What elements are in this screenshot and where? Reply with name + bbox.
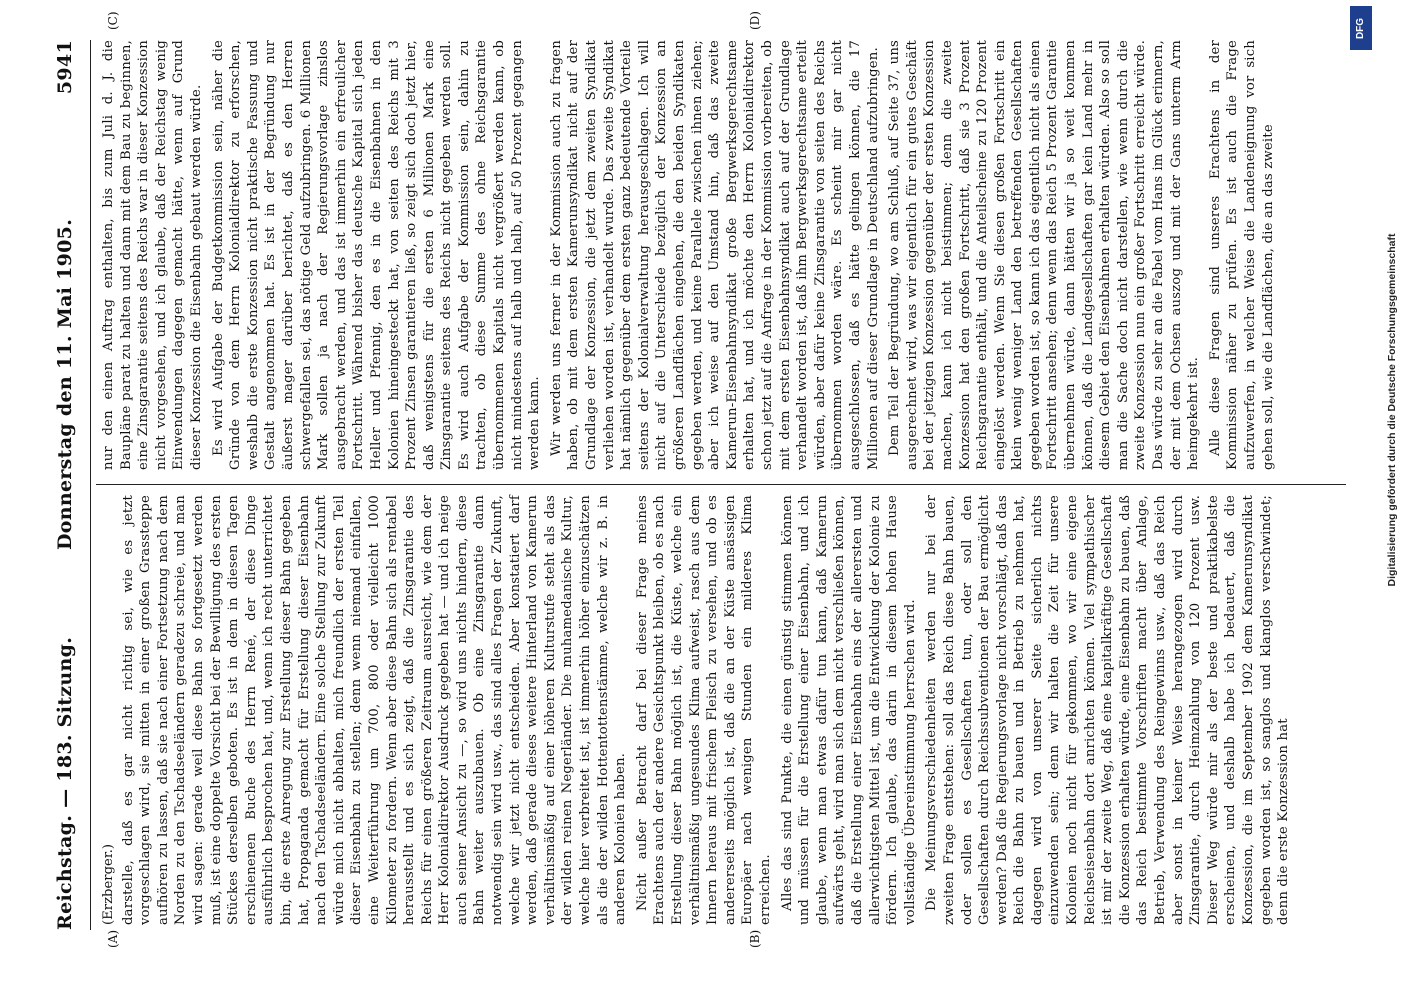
- paragraph: Wir werden uns ferner in der Kommission auch zu fragen haben, ob mit dem ersten Kamerunsyndikat nicht auf der Grundlage der Konzession, die jetzt dem zweiten Syndikat verliehen worden ist, verhandelt wurde. Das zweite Syndikat hat nämlich gegenüber dem ersten ganz bedeutende Vorteile seitens der Kolonialverwaltung herausgeschlagen. Ich will nicht auf die Unterschiede bezüglich der Konzession an größeren Landflächen eingehen, die den beiden Syndikaten gegeben werden, und keine Parallele zwischen ihnen ziehen; aber ich weise auf den Umstand hin, daß das zweite Kamerun-Eisenbahnsyndikat große Bergwerksgerechtsame erhalten hat, und ich möchte den Herrn Kolonialdirektor schon jetzt auf die Anfrage in der Kommission vorbereiten, ob mit dem ersten Eisenbahnsyndikat auch auf der Grundlage verhandelt worden ist, daß ihm Bergwerksgerechtsame erteilt würden, aber dafür keine Zinsgarantie von seiten des Reichs übernommen worden wäre. Es scheint mir gar nicht ausgeschlossen, daß es hätte gelingen können, die 17 Millionen auf dieser Grundlage in Deutschland aufzubringen.: [548, 39, 881, 470]
- margin-marker-d: (D): [748, 11, 762, 30]
- paragraph: nur den einen Auftrag enthalten, bis zum Juli d. J. die Baupläne parat zu halten und dann mit dem Bau zu beginnen, eine Zinsgarantie seitens des Reichs war in dieser Konzession nicht vorgesehen, und ich glaube, daß der Reichstag wenig Einwendungen dagegen gemacht hätte, wenn auf Grund dieser Konzession die Eisenbahn gebaut werden würde.: [101, 40, 204, 470]
- column-divider: [96, 484, 1346, 485]
- paragraph: Alle diese Fragen sind unseres Erachtens in der Kommission näher zu prüfen. Es ist auch die Frage aufzuwerfen, in welcher Weise die Landeneignung vor sich gehen soll, wie die Landflächen, die an das zweite: [1207, 40, 1276, 470]
- dfg-logo: DFG: [1350, 6, 1372, 50]
- dfg-credit: Digitalisierung gefördert durch die Deutsche Forschungsgemeinschaft: [1386, 233, 1398, 587]
- margin-marker-a: (A): [106, 929, 120, 948]
- margin-marker-b: (B): [748, 929, 762, 948]
- page-number: 5941: [54, 40, 76, 95]
- right-column: [100, 40, 1340, 470]
- paragraph: Es wird Aufgabe der Budgetkommission sein, näher die Gründe von dem Herrn Kolonialdirektor zu erforschen, weshalb die erste Konzession nicht praktische Fassung und Gestalt angenommen hat. Es ist in der Begründung nur äußerst mager darüber berichtet, daß es den Herren schwergefallen sei, das nötige Geld aufzubringen. 6 Millionen Mark sollen ja nach der Regierungsvorlage zinslos ausgebracht werden, und das ist immerhin ein erfreulicher Fortschritt. Während bisher das deutsche Kapital sich jeden Heller und Pfennig, den es in die Eisenbahnen in den Kolonien hineingesteckt hat, von seiten des Reichs mit 3 Prozent Zinsen garantieren ließ, so zeigt sich doch jetzt hier, daß wenigstens für die ersten 6 Millionen Mark eine Zinsgarantie seitens des Reichs nicht gegeben werden soll. Es wird auch Aufgabe der Kommission sein, dahin zu trachten, ob diese Summe des ohne Reichsgarantie übernommenen Kapitals nicht vergrößert werden kann, ob nicht mindestens auf halb und halb, auf 50 Prozent gegangen werden kann.: [210, 40, 543, 470]
- header-date: Donnerstag den 11. Mai 1905.: [54, 218, 76, 550]
- paragraph: Dem Teil der Begründung, wo am Schluß, auf Seite 37, uns ausgerechnet wird, was wir eigentlich für ein gutes Geschäft bei der jetzigen Konzession gegenüber der ersten Konzession machen, kann ich nicht beistimmen; denn die zweite Konzession hat den großen Fortschritt, daß sie 3 Prozent Reichsgarantie enthält, und die Anteilscheine zu 120 Prozent eingelöst werden. Wenn Sie diesen großen Fortschritt ein klein wenig weniger Land den betreffenden Gesellschaften gegeben worden ist, so kann ich das eigentlich nicht als einen Fortschritt ansehen; denn wenn das Reich 5 Prozent Garantie übernehmen würde, dann hätten wir ja so weit kommen können, daß die Landgesellschaften gar kein Land mehr in diesem Gebiet den Eisenbahnen erhalten würden. Also so soll man die Sache doch nicht darstellen, wie wenn durch die zweite Konzession nun ein großer Fortschritt erreicht würde. Das würde zu sehr an die Fabel vom Hans im Glück erinnern, der mit dem Ochsen auszog und mit der Gans unterm Arm heimgekehrt ist.: [887, 40, 1202, 470]
- left-column: [100, 495, 1340, 925]
- header-section: Reichstag. — 183. Sitzung.: [54, 636, 76, 930]
- dfg-strip: [1346, 0, 1398, 1000]
- paragraph: Die Meinungsverschiedenheiten werden nur bei der zweiten Frage entstehen: soll das Reich diese Bahn bauen, oder sollen es Gesellschaften tun, oder soll den Gesellschaften durch Reichssubventionen der Bau ermöglicht werden? Daß die Regierungsvorlage nicht vorschlägt, daß das Reich die Bahn zu bauen und in Betrieb zu nehmen hat, dagegen wird von unserer Seite sicherlich nichts einzuwenden sein; denn wir halten die Zeit für unsere Kolonien noch nicht für gekommen, wo wir eine eigene Reichseisenbahn dort anrichten können. Viel sympathischer ist mir der zweite Weg, daß eine kapitalkräftige Gesellschaft die Konzession erhalten würde, eine Eisenbahn zu bauen, daß das Reich bestimmte Vorschriften macht über Anlage, Betrieb, Verwendung des Reingewinns usw., daß das Reich aber sonst in keiner Weise herangezogen wird durch Zinsgarantie, durch Heimzahlung von 120 Prozent usw. Dieser Weg würde mir als der beste und praktikabelste erscheinen, und deshalb habe ich bedauert, daß die Konzession, die im September 1902 dem Kamerunsyndikat gegeben worden ist, so sanglos und klanglos verschwindet; denn die erste Konzession hat: [924, 495, 1292, 925]
- header-rule: [90, 40, 91, 930]
- paragraph: Nicht außer Betracht darf bei dieser Frage meines Erachtens auch der andere Gesichtspunkt bleiben, ob es nach Erstellung dieser Bahn möglich ist, die Küste, welche ein verhältnismäßig ungesundes Klima aufweist, rasch aus dem Innern heraus mit frischem Fleisch zu versehen, und ob es andererseits möglich ist, daß die an der Küste ansässigen Europäer nach wenigen Stunden ein milderes Klima erreichen.: [634, 495, 773, 925]
- paragraph: darstelle, daß es gar nicht richtig sei, wie es jetzt vorgeschlagen wird, sie mitten in einer großen Grassteppe aufhören zu lassen, daß sie nach einer Fortsetzung nach dem Norden zu den Tschadseeländern geradezu schreie, und man wird sagen: gerade weil diese Bahn so fortgesetzt werden muß, ist eine doppelte Vorsicht bei der Bewilligung des ersten Stückes derselben geboten. Es ist in dem in diesen Tagen erschienenen Buche des Herrn René, der diese Dinge ausführlich besprochen hat, und, wenn ich recht unterrichtet bin, die erste Anregung zur Erstellung dieser Bahn gegeben hat, Propaganda gemacht für Erstellung dieser Eisenbahn nach den Tschadseeländern. Eine solche Stellung zur Zukunft würde mich nicht abhalten, mich freundlich der ersten Teil dieser Eisenbahn zu stellen; denn wenn niemand einfallen, eine Weiterführung um 700, 800 oder vielleicht 1000 Kilometer zu fordern. Wenn aber diese Bahn sich als rentabel herausstellt und es sich zeigt, daß die Zinsgarantie des Reichs für einen größeren Zeitraum ausreicht, wie dem der Herr Kolonialdirektor Ausdruck gegeben hat — und ich neige auch seiner Ansicht zu —, so wird uns nichts hindern, diese Bahn weiter auszubauen. Ob eine Zinsgarantie dann notwendig sein wird usw., das sind alles Fragen der Zukunft, welche wir jetzt nicht entscheiden. Aber konstatiert darf werden, daß gerade dieses weitere Hinterland von Kamerun verhältnismäßig auf einer höheren Kulturstufe steht als das der wilden reinen Negerländer. Die muhamedanische Kultur, welche hier verbreitet ist, ist immerhin höher einzuschätzen als die der wilden Hottentottenstämme, welche wir z. B. in anderen Kolonien haben.: [120, 495, 629, 925]
- paragraph: Alles das sind Punkte, die einen günstig stimmen können und müssen für die Erstellung einer Eisenbahn, und ich glaube, wenn man etwas dafür tun kann, daß Kamerun aufwärts geht, wird man sich dem nicht verschließen können, daß die Erstellung einer Eisenbahn eins der allerersten und allerwichtigsten Mittel ist, um die Entwicklung der Kolonie zu fördern. Ich glaube, das darin in diesem hohen Hause vollständige Übereinstimmung herrschen wird.: [779, 495, 918, 925]
- page-header: [48, 40, 84, 930]
- speaker-label: (Erzberger.): [101, 843, 116, 925]
- margin-marker-c: (C): [106, 11, 120, 30]
